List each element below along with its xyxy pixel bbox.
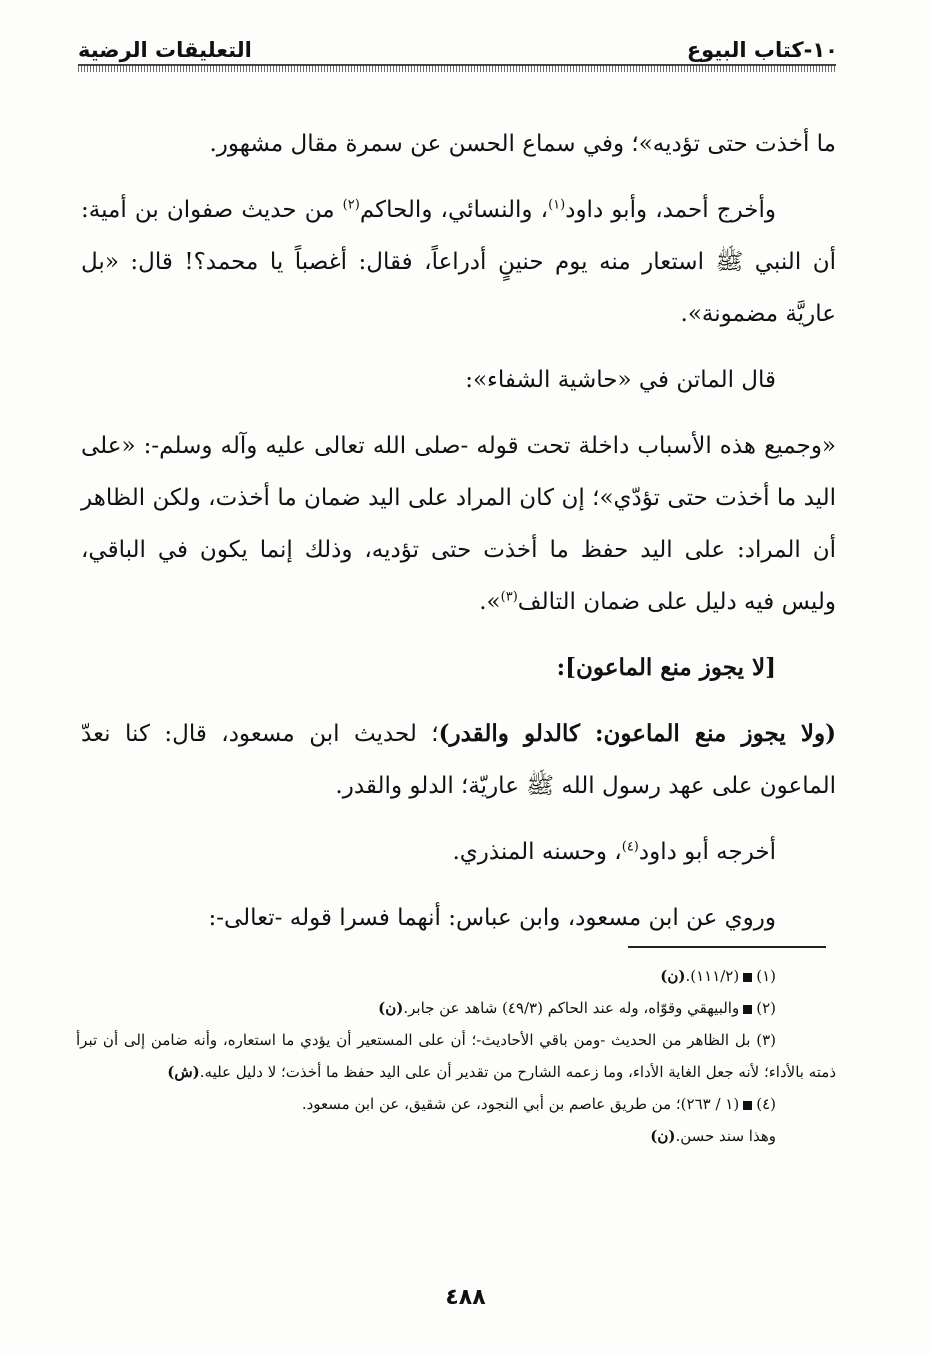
paragraph-5: (ولا يجوز منع الماعون: كالدلو والقدر)؛ لحديث ابن مسعود، قال: كنا نعدّ الماعون على عهد رسول الله ﷺ عاريّة؛ الدلو والقدر. xyxy=(81,720,836,799)
matn-text: (ولا يجوز منع الماعون: كالدلو والقدر) xyxy=(438,720,836,747)
footnote-ref-2[interactable]: (٢) xyxy=(342,197,360,213)
square-bullet-icon xyxy=(743,1005,752,1014)
footnotes xyxy=(76,960,836,1152)
square-bullet-icon xyxy=(743,973,752,982)
footnote-4-continuation: وهذا سند حسن.(ن) xyxy=(650,1127,776,1145)
running-header xyxy=(78,22,838,62)
paragraph-7: وروي عن ابن مسعود، وابن عباس: أنهما فسرا قوله -تعالى-: xyxy=(208,905,776,931)
header-divider xyxy=(78,64,836,72)
footnote-2: (٢)والبيهقي وقوّاه، وله عند الحاكم (٤٩/٣) شاهد عن جابر.(ن) xyxy=(378,999,776,1017)
paragraph-3: قال الماتن في «حاشية الشفاء»: xyxy=(465,367,776,393)
footnote-ref-3[interactable]: (٣) xyxy=(500,589,518,605)
page-number: ٤٨٨ xyxy=(445,1285,486,1310)
chapter-title: ١٠-كتاب البيوع xyxy=(686,38,838,62)
paragraph-1: ما أخذت حتى تؤديه»؛ وفي سماع الحسن عن سمرة مقال مشهور. xyxy=(209,131,836,157)
book-title: التعليقات الرضية xyxy=(78,38,252,62)
paragraph-4-quote: «وجميع هذه الأسباب داخلة تحت قوله -صلى الله تعالى عليه وآله وسلم-: «على اليد ما أخذت حتى تؤدّي»؛ إن كان المراد على اليد ضمان ما أخذت، ولكن الظاهر أن المراد: على اليد حفظ ما أخذت حتى تؤديه، وذلك إنما يكون في الباقي، وليس فيه دليل على ضمان التالف$^{(٣)}$». xyxy=(81,433,836,615)
footnote-3: (٣) بل الظاهر من الحديث -ومن باقي الأحاديث-؛ أن على المستعير أن يؤدي ما استعاره، وأنه ضامن إلى أن تبرأ ذمته بالأداء؛ لأنه جعل الغاية الأداء، وما زعمه الشارح من تقدير أن على اليد حفظ ما أخذت؛ لا دليل عليه.(ش) xyxy=(76,1031,836,1081)
section-heading: [لا يجوز منع الماعون]: xyxy=(556,654,776,681)
square-bullet-icon xyxy=(743,1101,752,1110)
main-text xyxy=(81,118,836,958)
footnote-ref-4[interactable]: (٤) xyxy=(621,839,639,855)
footnote-ref-1[interactable]: (١) xyxy=(548,197,566,213)
footnote-divider xyxy=(628,946,826,948)
paragraph-6: أخرجه أبو داود$^{(٤)}$، وحسنه المنذري. xyxy=(452,839,776,865)
footnote-1: (١)(١١١/٢).(ن) xyxy=(660,967,776,985)
footnote-4: (٤)(١ / ٢٦٣)؛ من طريق عاصم بن أبي النجود، عن شقيق، عن ابن مسعود. xyxy=(301,1095,776,1113)
paragraph-2: وأخرج أحمد، وأبو داود$^{(١)}$، والنسائي، والحاكم$^{(٢)}$ من حديث صفوان بن أمية: أن النبي ﷺ استعار منه يوم حنينٍ أدراعاً، فقال: أغصباً يا محمد؟! قال: «بل عاريَّة مضمونة». xyxy=(81,197,836,327)
